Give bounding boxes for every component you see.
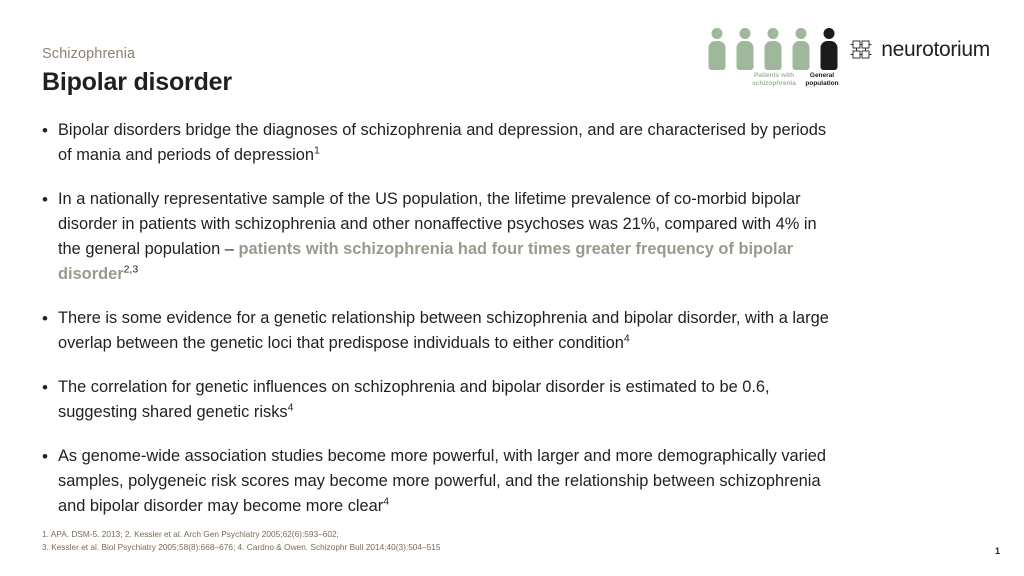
bullet-text-highlight: patients with schizophrenia had four times greater frequency of bipolar disorder	[58, 240, 794, 283]
bullet-marker: •	[42, 190, 48, 209]
page-title: Bipolar disorder	[42, 68, 232, 96]
bullet-text	[58, 306, 832, 356]
bullet-text	[58, 187, 832, 287]
bullet-text-main: As genome-wide association studies become more powerful, with larger and more demographically varied samples, polygeneic risk scores may become more powerful, and the relationship between schizophrenia and bipolar disorder may become more clear	[58, 447, 827, 515]
bullet-text-main: Bipolar disorders bridge the diagnoses of schizophrenia and depression, and are characterised by periods of mania and periods of depression	[58, 121, 827, 164]
list-item	[42, 444, 832, 519]
person-icon-patient-1	[706, 28, 728, 70]
bullet-text	[58, 375, 832, 425]
figure-caption-patients: Patients with schizophrenia	[752, 72, 796, 88]
bullet-reference: 4	[623, 332, 630, 345]
bullet-reference: 2,3	[123, 263, 139, 276]
figure-caption-general: General population	[805, 72, 839, 88]
people-figure	[706, 28, 838, 90]
person-icon-general-1	[818, 28, 840, 70]
list-item	[42, 306, 832, 356]
slide-eyebrow: Schizophrenia	[42, 46, 136, 62]
people-row	[706, 28, 840, 70]
person-icon-patient-4	[790, 28, 812, 70]
bullet-list	[42, 118, 832, 538]
bullet-marker: •	[42, 309, 48, 328]
footnotes	[42, 528, 742, 554]
bullet-reference: 1	[314, 144, 320, 157]
list-item	[42, 118, 832, 168]
bullet-marker: •	[42, 378, 48, 397]
molecule-icon	[850, 38, 872, 62]
brand-logo[interactable]	[850, 38, 990, 62]
bullet-reference: 4	[383, 495, 390, 508]
bullet-text-main: The correlation for genetic influences on schizophrenia and bipolar disorder is estimated to be 0.6, suggesting shared genetic risks	[58, 378, 770, 421]
bullet-text	[58, 118, 832, 168]
bullet-marker: •	[42, 121, 48, 140]
list-item	[42, 375, 832, 425]
footnote-line-1: 1. APA. DSM-5. 2013; 2. Kessler et al. Arch Gen Psychiatry 2005;62(6):593–602;	[42, 529, 339, 540]
person-icon-patient-3	[762, 28, 784, 70]
brand-name: neurotorium	[881, 38, 990, 61]
bullet-marker: •	[42, 447, 48, 466]
list-item	[42, 187, 832, 287]
person-icon-patient-2	[734, 28, 756, 70]
bullet-reference: 4	[287, 401, 294, 414]
bullet-text-main: There is some evidence for a genetic relationship between schizophrenia and bipolar disorder, with a large overlap between the genetic loci that predispose individuals to either condition	[58, 309, 829, 352]
page-number: 1	[994, 546, 1000, 556]
footnote-line-2: 3. Kessler et al. Biol Psychiatry 2005;58(8):668–676; 4. Cardno & Owen. Schizophr Bull 2014;40(3):504–515	[42, 542, 441, 553]
bullet-text-main: In a nationally representative sample of the US population, the lifetime prevalence of co-morbid bipolar disorder in patients with schizophrenia and other nonaffective psychoses was 21%, compared with 4% in the general population –	[58, 190, 817, 258]
bullet-text	[58, 444, 832, 519]
